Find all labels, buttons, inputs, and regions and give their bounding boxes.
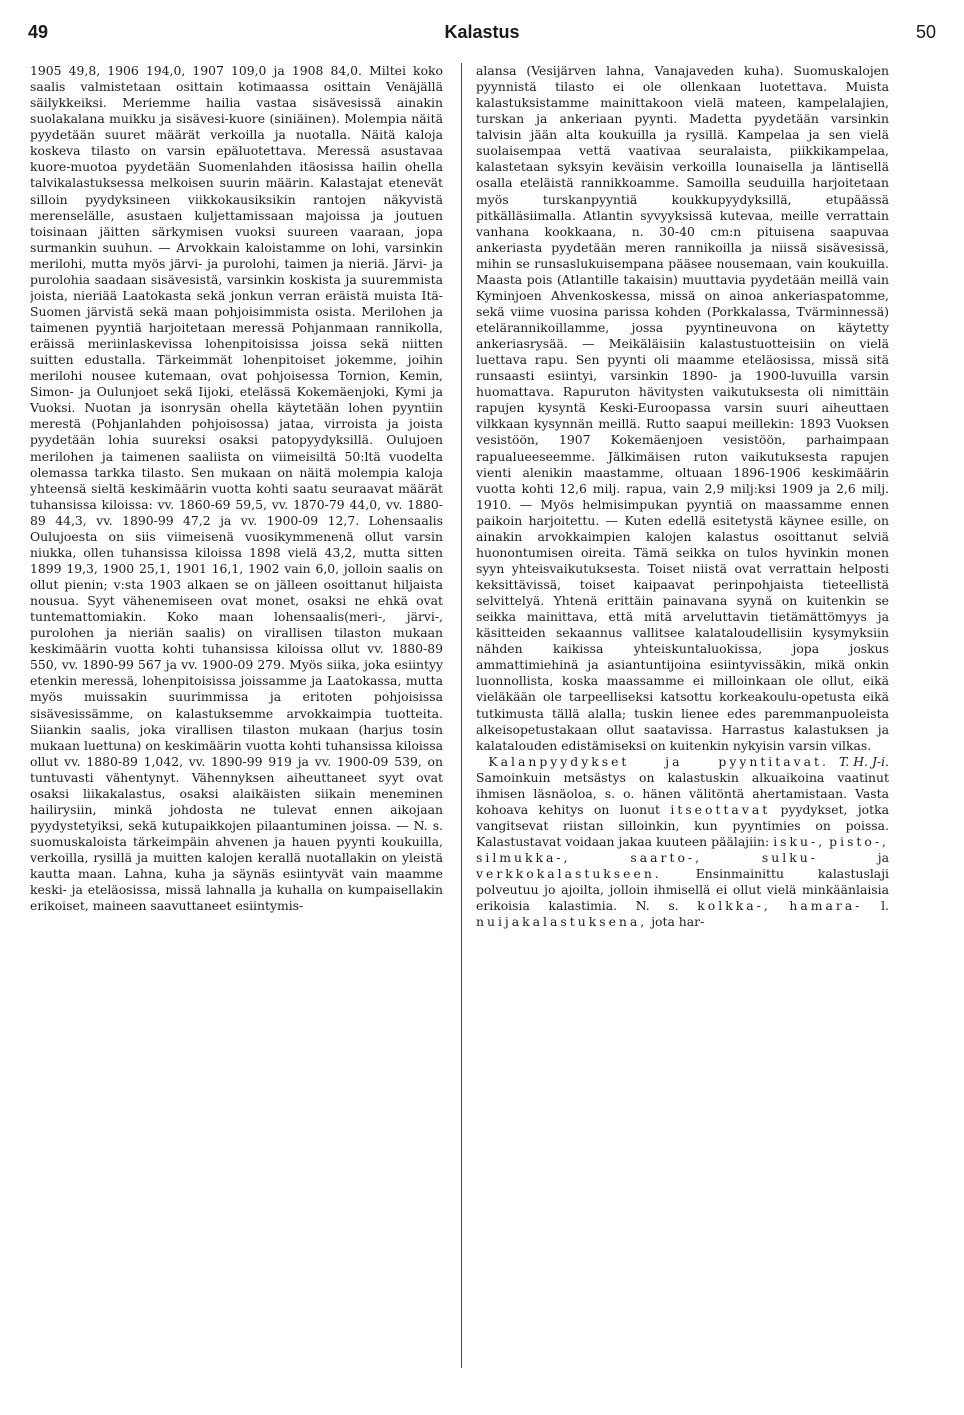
term-kolkka: kolkka-, — [697, 898, 771, 914]
term-isku: isku-, — [773, 834, 826, 849]
right-column-text: alansa (Vesijärven lahna, Vanajaveden kuha). Suomuskalojen pyynnistä tilasto ei ole ollenkaan luotettava. Muista kalastuksistamme mainittakoon vielä mateen, kampelalajien, turskan ja ankeriaan pyynti. Madetta pyydetään varsinkin talvisin jään alta koukuilla ja rysillä. Kampelaa ja sen vielä suolaisempaa vettä vaativaa seuralaista, piikkikampelaa, kalastetaan syksyin keväisin verkoilla lounaisella ja läntisellä osalla eteläistä rannikkoamme. Samoilla seuduilla harjoitetaan myös turskanpyyntiä koukkupyydyksillä, etupäässä pitkälläsiimalla. Atlantin syvyyksissä kutevaa, meille verrattain vanhana kookkaana, n. 30-40 cm:n pituisena saapuvaa ankeriasta pyydetään meren rannikoilla ja niissä sisävesissä, mihin se runsaslukuisempana pääsee nousemaan, vain koukuilla. Maasta pois (Atlantille takaisin) muuttavia pyydetään meillä vain Kyminjoen Ahvenkoskessa, missä on ainoa ankeriaspatomme, sekä viime vuosina parissa kohden (Porkkalassa, Tvärminnessä) etelärannikoillamme, jossa pyyntineuvona on käytetty ankeriasrysää. — Meikäläisiin kalastustuotteisiin on vielä luettava rapu. Sen pyynti oli maamme eteläosissa, missä sitä runsaasti esiintyi, varsinkin 1890- ja 1900-luvuilla varsin huomattava. Rapuruton hävitysten vaikutuksesta oli nimittäin rapujen kysyntä Keski-Euroopassa varsin suuri aiheuttaen vilkkaan kysynnän meillä. Rutto saapui meillekin: 1893 Vuoksen vesistöön, 1907 Kokemäenjoen vesistöön, parhaimpaan rapualueeseemme. Jälkimäisen ruton vaikutuksesta rapujen vienti alenikin maastamme, oltuaan 1896-1906 keskimäärin vuotta kohti 12,6 milj. rapua, vain 2,9 milj:ksi 1909 ja 2,6 milj. 1910. — Myös helmisimpukan pyyntiä on maassamme ennen paikoin harjoitettu. — Kuten edellä esitetystä käynee esille, on ainakin arvokkaimpien kalojen kalastus osoittanut selviä huonontumisen oireita. Tämä seikka on tulos hyvinkin monen syyn yhteisvaikutuksesta. Toiset niistä ovat verrattain helposti keksittävissä, toiset kaipaavat perinpohjaista tieteellistä selvittelyä. Yhtenä erittäin painavana syynä on kuitenkin se seikka mainittava, että mitä arveluttavin tietämättömyys ja käsitteiden sekaannus vallitsee kalataloudellisiin kysymyksiin nähden kaikissa yhteiskuntaluokissa, jopa joskus ammattimiehinä ja asiantuntijoina esiintyvissäkin, mikä onkin luonnollista, koska maassamme ei milloinkaan ole ollut, eikä vieläkään ole tarpeelliseksi katsottu korkeakoulu-opetusta eikä tutkimusta tällä alalla; tuskin lienee edes paremmanpuoleista alkeisopetustakaan ollut saatavissa. Harrastus kalastuksen ja kalatalouden edistämiseksi on kuitenkin nykyisin varsin vilkas. — [476, 63, 889, 753]
right-column — [476, 63, 889, 1373]
section-paragraph — [476, 754, 889, 931]
running-title: Kalastus — [444, 22, 520, 42]
term-itseottavat: itseottavat — [670, 801, 771, 817]
section-text-2: pyydykset, jotka vangitsevat riistan silloinkin, kun pyyntimies on poissa. Kalastustavat voidaan jakaa kuuteen päälajiin: — [476, 801, 889, 849]
term-sulku: sulku- — [761, 850, 818, 866]
page-header — [28, 22, 936, 52]
term-verkkokalastus: verkkokalastukseen. — [476, 866, 662, 882]
page-number-right: 50 — [915, 22, 936, 42]
column-divider — [461, 63, 462, 1368]
section-heading: Kalanpyydykset ja pyyntitavat. — [488, 753, 829, 769]
section-text: Samoinkuin metsästys on kalastuskin alkuaikoina vaatinut ihmisen läsnäoloa, s. o. hänen välitöntä ahertamistaan. Vasta kohoava kehitys on luonut — [476, 769, 889, 817]
term-pisto: pisto-, — [829, 834, 889, 849]
two-column-body — [30, 63, 934, 1373]
term-nuijakalastus: nuijakalastuksena, — [476, 914, 648, 930]
term-hamara: hamara- — [789, 898, 863, 914]
left-column — [30, 63, 443, 1373]
term-saarto: saarto-, — [630, 850, 703, 866]
section-text-4: l. — [881, 898, 889, 914]
author-signature: T. H. J-i. — [838, 753, 889, 769]
connector-ja: ja — [877, 850, 889, 866]
term-silmukka: silmukka-, — [476, 850, 571, 866]
section-text-5: jota har- — [651, 914, 705, 930]
section-text-3: Ensinmainittu kalastuslaji polveutuu jo ajoilta, jolloin ihmisellä ei ollut vielä minkäänlaisia erikoisia kalastimia. N. s. — [476, 866, 889, 914]
left-column-text: 1905 49,8, 1906 194,0, 1907 109,0 ja 1908 84,0. Miltei koko saalis valmistetaan osittain kotimaassa osittain Venäjällä säilykkeiksi. Meriemme hailia vastaa sisävesissä ainakin suolakalana muikku ja sisävesi-kuore (siniäinen). Molempia näitä pyydetään suuret määrät verkoilla ja nuotalla. Näitä kaloja koskeva tilasto on varsin epäluotettava. Meressä asustavaa kuore-muotoa pyydetään Suomenlahden itäosissa hailin ohella talvikalastuksessa melkoisen suurin määrin. Kalastajat etenevät silloin pyydyksineen viikkokausiksikin rantojen näkyvistä merenselälle, asustaen kuljettamissaan majoissa ja joutuen toisinaan jäitten särkymisen vuoksi suureen vaaraan, jopa surmankin suuhun. — Arvokkain kaloistamme on lohi, varsinkin merilohi, mutta myös järvi- ja purolohi, taimen ja nieriä. Järvi- ja purolohia saadaan sisävesistä, varsinkin koskista ja suuremmista joista, nieriää Laatokasta sekä jonkun verran eräistä muista Itä-Suomen järvistä sekä maan pohjoisimmista osista. Merilohen ja taimenen pyyntiä harjoitetaan meressä Pohjanmaan rannikolla, eräissä meriinlaskevissa lohenpitoisissa joissa sekä niitten suitten edustalla. Tärkeimmät lohenpitoiset jokemme, joihin merilohi nousee kutemaan, ovat pohjoisessa Tornion, Kemin, Simon- ja Oulunjoet sekä Iijoki, etelässä Kokemäenjoki, Kymi ja Vuoksi. Nuotan ja isonrysän ohella käytetään lohen pyyntiin merestä (Pohjanlahden pohjoisossa) jataa, virroista ja joista pyydetään lohia suureksi osaksi patopyydyksillä. Oulujoen merilohen ja taimenen saaliista on viimeisiltä 50:ltä vuodelta olemassa tarkka tilasto. Sen mukaan on näitä molempia kaloja yhteensä sieltä keskimäärin vuotta kohti saatu seuraavat määrät tuhansissa kiloissa: vv. 1860-69 59,5, vv. 1870-79 44,0, vv. 1880-89 44,3, vv. 1890-99 47,2 ja vv. 1900-09 12,7. Lohensaalis Oulujoesta on siis viimeisenä vuosikymmenenä ollut varsin niukka, ollen tuhansissa kiloissa 1898 vielä 43,2, mutta sitten 1899 19,3, 1900 25,1, 1901 16,1, 1902 vain 6,0, jolloin saalis on ollut pienin; v:sta 1903 alkaen se on jälleen osoittanut hiljaista nousua. Syyt vähenemiseen ovat monet, osaksi ne ehkä ovat tuntemattomiakin. Koko maan lohensaalis(meri-, järvi-, purolohen ja nieriän saalis) on virallisen tilaston mukaan keskimäärin vuotta kohti tuhansissa kiloissa ollut vv. 1880-89 550, vv. 1890-99 567 ja vv. 1900-09 279. Myös siika, joka esiintyy etenkin meressä, lohenpitoisissa joissamme ja Laatokassa, mutta myös muissakin suurimmissa ja eritoten pohjoisissa sisävesissämme, on kalastuksemme arvokkaimpia tuotteita. Siiankin saalis, joka virallisen tilaston mukaan (harjus tosin mukaan luettuna) on keskimäärin vuotta kohti tuhansissa kiloissa ollut vv. 1880-89 1,042, vv. 1890-99 919 ja vv. 1900-09 539, on tuntuvasti vähentynyt. Vähennyksen aiheuttaneet syyt ovat osaksi liikakalastus, osaksi alaikäisten siikain meneminen hailirysiin, minkä johdosta ne tulevat ennen aikojaan pyydystetyiksi, sekä kutupaikkojen pilaantuminen joissa. — N. s. suomuskaloista tärkeimpäin ahvenen ja hauen pyynti koukuilla, verkoilla, rysillä ja muitten kalojen kerallä nuotallakin on yleistä kautta maan. Lahna, kuha ja säynäs esiintyvät vain maamme keski- ja eteläosissa, missä lahnalla ja kuhalla on kumpaisellakin erikoiset, maineen saavuttaneet esiintymis- — [30, 63, 443, 914]
page-number-left: 49 — [28, 22, 49, 42]
